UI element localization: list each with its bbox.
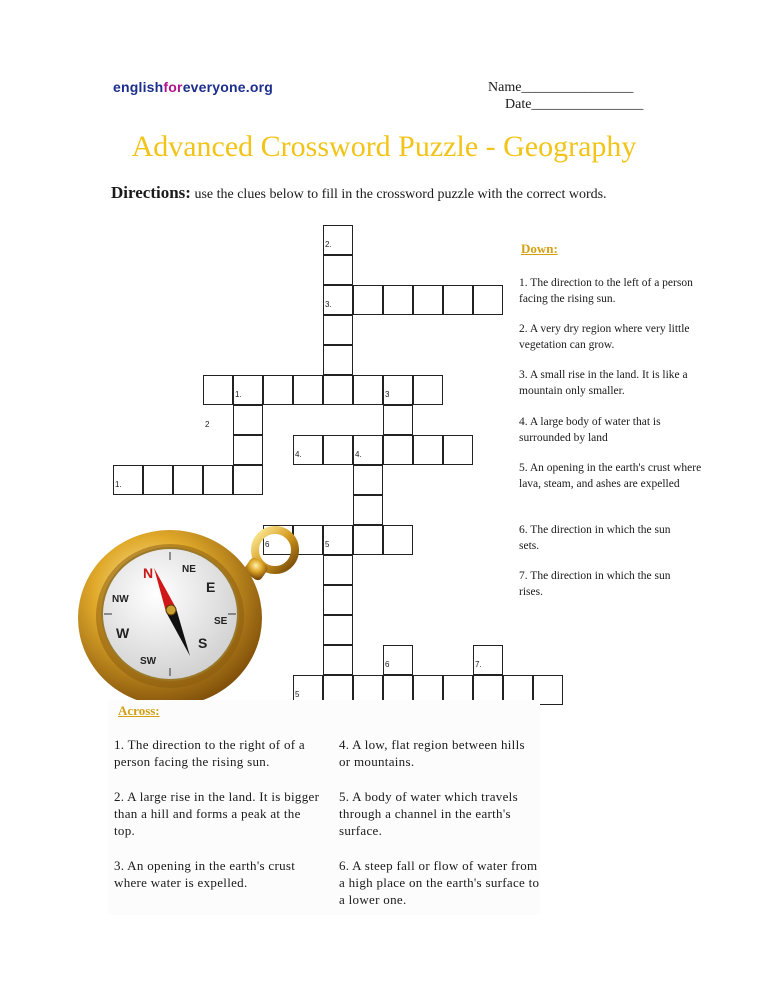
crossword-cell[interactable] bbox=[353, 465, 383, 495]
crossword-cell[interactable] bbox=[323, 585, 353, 615]
across-clue-4: 4. A low, flat region between hills or mountains. bbox=[339, 737, 525, 769]
compass-label-n: N bbox=[143, 565, 154, 581]
crossword-cell-number: 1. bbox=[115, 480, 122, 489]
crossword-cell[interactable] bbox=[323, 315, 353, 345]
crossword-cell[interactable] bbox=[383, 525, 413, 555]
crossword-cell[interactable] bbox=[443, 285, 473, 315]
crossword-cell[interactable] bbox=[443, 435, 473, 465]
crossword-cell-number: 3. bbox=[325, 300, 332, 309]
crossword-cell[interactable] bbox=[173, 465, 203, 495]
name-field-line: Name________________ bbox=[488, 80, 634, 95]
across-heading: Across: bbox=[118, 703, 160, 718]
crossword-cell-number: 3 bbox=[385, 390, 390, 399]
crossword-cell[interactable] bbox=[323, 255, 353, 285]
crossword-cell-number: 4. bbox=[355, 450, 362, 459]
crossword-cell-number: 2 bbox=[205, 420, 210, 429]
crossword-cell[interactable] bbox=[263, 375, 293, 405]
crossword-cell[interactable] bbox=[413, 375, 443, 405]
crossword-cell[interactable] bbox=[203, 465, 233, 495]
page-title: Advanced Crossword Puzzle - Geography bbox=[131, 130, 637, 163]
compass-label-se: SE bbox=[214, 616, 228, 627]
compass-label-sw: SW bbox=[140, 656, 157, 667]
crossword-cell[interactable] bbox=[323, 375, 353, 405]
brand-part-for: for bbox=[163, 79, 183, 95]
crossword-cell-number: 2. bbox=[325, 240, 332, 249]
brand-part-english: english bbox=[113, 79, 164, 95]
crossword-cell[interactable] bbox=[233, 465, 263, 495]
date-field-line: Date________________ bbox=[505, 97, 644, 112]
down-clue-4: 4. A large body of water that is surrounded by land bbox=[519, 416, 661, 444]
across-clue-3: 3. An opening in the earth's crust where water is expelled. bbox=[114, 858, 296, 890]
crossword-cell[interactable] bbox=[323, 555, 353, 585]
crossword-cell[interactable] bbox=[383, 435, 413, 465]
compass-label-nw: NW bbox=[112, 594, 129, 605]
crossword-cell[interactable] bbox=[473, 285, 503, 315]
directions-label: Directions: bbox=[111, 183, 191, 202]
crossword-cell[interactable] bbox=[143, 465, 173, 495]
crossword-cell[interactable] bbox=[383, 405, 413, 435]
crossword-cell[interactable] bbox=[203, 375, 233, 405]
brand-part-everyone: everyone.org bbox=[182, 79, 274, 95]
crossword-cell-number: 4. bbox=[295, 450, 302, 459]
crossword-cell[interactable] bbox=[323, 645, 353, 675]
crossword-cell[interactable] bbox=[353, 285, 383, 315]
crossword-cell[interactable] bbox=[413, 435, 443, 465]
across-clue-1: 1. The direction to the right of of a person facing the rising sun. bbox=[114, 737, 306, 769]
down-clue-2: 2. A very dry region where very little vegetation can grow. bbox=[519, 323, 690, 351]
crossword-cell[interactable] bbox=[233, 435, 263, 465]
crossword-cell[interactable] bbox=[353, 525, 383, 555]
compass-label-w: W bbox=[116, 625, 130, 641]
across-clue-5: 5. A body of water which travels through a channel in the earth's surface. bbox=[339, 789, 518, 838]
crossword-cell[interactable] bbox=[293, 375, 323, 405]
compass-label-ne: NE bbox=[182, 564, 196, 575]
crossword-cell[interactable] bbox=[233, 405, 263, 435]
across-clue-2: 2. A large rise in the land. It is bigger than a hill and forms a peak at the top. bbox=[114, 789, 320, 838]
crossword-cell[interactable] bbox=[383, 285, 413, 315]
crossword-cell[interactable] bbox=[353, 495, 383, 525]
down-clue-5: 5. An opening in the earth's crust where lava, steam, and ashes are expelled bbox=[519, 462, 702, 490]
crossword-cell[interactable] bbox=[323, 345, 353, 375]
crossword-cell[interactable] bbox=[413, 285, 443, 315]
across-clue-6: 6. A steep fall or flow of water from a high place on the earth's surface to a lower one. bbox=[339, 858, 540, 907]
compass-label-s: S bbox=[198, 635, 208, 651]
down-clue-1: 1. The direction to the left of a person facing the rising sun. bbox=[519, 277, 693, 305]
crossword-cell-number: 1. bbox=[235, 390, 242, 399]
crossword-cell-number: 5 bbox=[325, 540, 330, 549]
compass-illustration bbox=[78, 520, 313, 710]
crossword-cell[interactable] bbox=[323, 615, 353, 645]
down-clue-7: 7. The direction in which the sun rises. bbox=[519, 570, 671, 598]
down-clue-6: 6. The direction in which the sun sets. bbox=[519, 524, 671, 552]
crossword-cell-number: 6 bbox=[385, 660, 390, 669]
directions-text: use the clues below to fill in the crossword puzzle with the correct words. bbox=[190, 187, 607, 202]
crossword-cell-number: 6 bbox=[265, 540, 270, 549]
crossword-cell[interactable] bbox=[353, 375, 383, 405]
crossword-cell-number: 5 bbox=[295, 690, 300, 699]
crossword-cell[interactable] bbox=[323, 435, 353, 465]
down-clue-3: 3. A small rise in the land. It is like a mountain only smaller. bbox=[519, 369, 688, 397]
compass-label-e: E bbox=[206, 579, 216, 595]
down-heading: Down: bbox=[521, 241, 558, 256]
crossword-cell-number: 7. bbox=[475, 660, 482, 669]
